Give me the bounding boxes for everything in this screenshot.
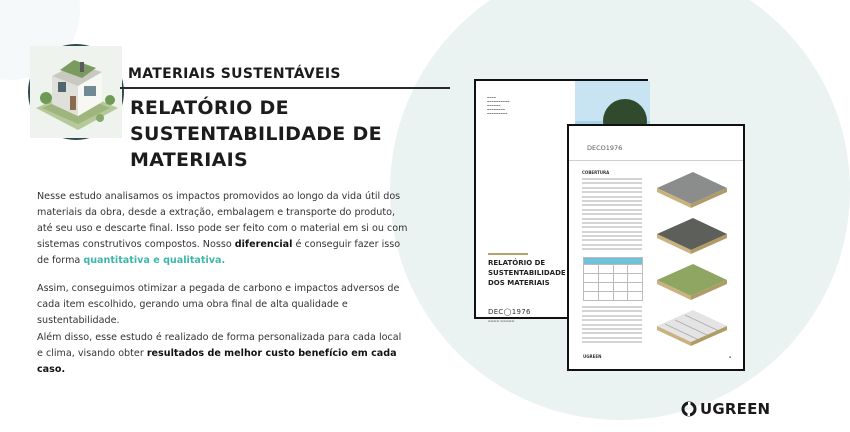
inner-page-divider	[569, 160, 743, 161]
inner-page-text-lines	[582, 178, 642, 253]
cover-contact-block: ▬▬▬▬ ▬▬▬▬▬▬▬▬▬▬ ▬▬▬▬▬▬ ▬▬▬▬▬▬▬▬ ▬▬▬▬▬▬▬▬▬	[487, 96, 510, 115]
ugreen-logo	[681, 400, 770, 418]
paragraph-intro-text-2: é conseguir fazer isso de forma	[37, 239, 401, 266]
ugreen-logo-icon	[681, 401, 697, 417]
roof-layer-green-icon	[653, 258, 729, 302]
paragraph-intro-text: Nesse estudo analisamos os impactos promovidos ao longo da vida útil dos materiais da obra, desde a extração, embalagem e transporte do produto, até seu uso e descarte final. Isso pode ser feito com o material em si ou com sistemas construtivos compostos. Nosso	[37, 191, 408, 250]
paragraph-custom-text: Além disso, esse estudo é realizado de forma personalizada para cada local e clima, visando obter	[37, 332, 402, 359]
cover-accent-bar	[488, 253, 528, 255]
section-kicker: MATERIAIS SUSTENTÁVEIS	[128, 66, 341, 82]
cover-caption-line: ▬▬▬▬ ▬▬▬▬▬	[488, 319, 515, 323]
paragraph-carbon: Assim, conseguimos otimizar a pegada de carbono e impactos adversos de cada item escolhido, gerando uma obra final de alta qualidade e sustentabilidade.	[37, 283, 400, 326]
title-divider	[120, 87, 450, 89]
building-illustration-avatar	[28, 44, 124, 140]
ugreen-logo-text: UGREEN	[700, 400, 771, 418]
roof-layer-metal-icon	[653, 304, 729, 348]
paragraph-intro-bold: diferencial	[234, 239, 293, 250]
paragraph-custom-bold: resultados de melhor custo benefício em cada caso.	[37, 348, 397, 375]
roof-layer-gray-icon	[653, 166, 729, 210]
cover-title: RELATÓRIO DE SUSTENTABILIDADE DOS MATERIAIS	[488, 259, 566, 287]
inner-page-brand: DECO1976	[587, 144, 623, 152]
paragraph-intro	[37, 189, 410, 269]
inner-page-footer-brand: UGREEN	[583, 354, 602, 359]
building-illustration-icon	[30, 46, 122, 138]
inner-page-number: ▪	[729, 355, 732, 359]
inner-page-section-title: COBERTURA	[582, 170, 610, 175]
cover-brand: DEC◯1976	[488, 308, 531, 316]
inner-page-table	[583, 257, 643, 301]
roof-layer-dark-icon	[653, 212, 729, 256]
inner-page-text-lines-2	[582, 306, 642, 346]
page-title: RELATÓRIO DE SUSTENTABILIDADE DE MATERIAIS	[130, 97, 382, 171]
paragraph-custom	[37, 330, 410, 378]
report-inner-page	[567, 124, 745, 371]
paragraph-intro-accent: quantitativa e qualitativa.	[83, 255, 226, 266]
